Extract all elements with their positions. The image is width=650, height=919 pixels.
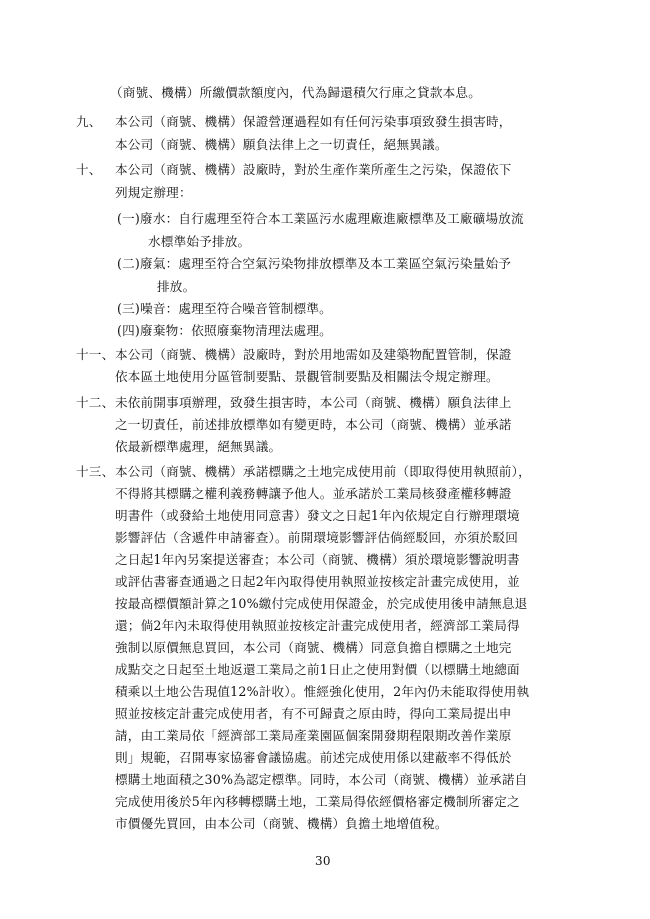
clause-13-line-6: 或評估書審查通過之日起2年內取得使用執照並按核定計畫完成使用，並	[115, 574, 520, 589]
clause-10-item-1-line-1: (一)廢水：自行處理至符合本工業區污水處理廠進廠標準及工廠礦場放流	[117, 211, 524, 226]
clause-13-line-2: 不得將其標購之權利義務轉讓予他人。並承諾於工業局核發產權移轉證	[115, 486, 512, 501]
clause-9-line-2: 本公司（商號、機構）願負法律上之一切責任，絕無異議。	[115, 137, 448, 152]
clause-13-line-10: 成點交之日起至土地返還工業局之前1日止之使用對價（以標購土地總面	[115, 662, 520, 677]
clause-10-item-3: (三)噪音：處理至符合噪音管制標準。	[117, 301, 332, 316]
clause-10-item-4: (四)廢棄物：依照廢棄物清理法處理。	[117, 323, 332, 338]
clause-13-line-5: 之日起1年內另案提送審查；本公司（商號、機構）須於環境影響說明書	[115, 552, 520, 567]
clause-12-line-3: 依最新標準處理，絕無異議。	[115, 439, 282, 454]
clause-12-line-2: 之一切責任，前述排放標準如有變更時，本公司（商號、機構）並承諾	[115, 417, 512, 432]
clause-13-line-4: 影響評估（含遞件申請審查）。前開環境影響評估倘經駁回，亦須於駁回	[115, 530, 519, 545]
clause-10-number: 十、	[76, 162, 102, 177]
clause-13-line-15: 標購土地面積之30%為認定標準。同時，本公司（商號、機構）並承諾自	[115, 772, 528, 787]
clause-13-line-16: 完成使用後於5年內移轉標購土地，工業局得依經價格審定機制所審定之	[115, 794, 520, 809]
clause-11-line-1: 本公司（商號、機構）設廠時，對於用地需如及建築物配置管制，保證	[115, 347, 512, 362]
clause-11-line-2: 依本區土地使用分區管制要點、景觀管制要點及相關法令規定辦理。	[115, 369, 499, 384]
clause-13-line-12: 照並按核定計畫完成使用者，有不可歸責之原由時，得向工業局提出申	[115, 706, 512, 721]
clause-13-number: 十三、	[76, 464, 115, 479]
clause-10-item-2-line-2: 排放。	[157, 279, 196, 294]
clause-12-line-1: 未依前開事項辦理，致發生損害時，本公司（商號、機構）願負法律上	[115, 395, 512, 410]
clause-10-line-1: 本公司（商號、機構）設廠時，對於生產作業所產生之污染，保證依下	[115, 162, 512, 177]
clause-10-item-1-line-2: 水標準始予排放。	[148, 234, 251, 249]
clause-13-line-7: 按最高標價額計算之10%繳付完成使用保證金，於完成使用後申請無息退	[115, 596, 528, 611]
clause-12-number: 十二、	[76, 395, 115, 410]
clause-13-line-14: 則」規範，召開專家協審會議協處。前述完成使用係以建蔽率不得低於	[115, 750, 512, 765]
clause-13-line-17: 市價優先買回，由本公司（商號、機構）負擔土地增值稅。	[115, 816, 448, 831]
clause-10-item-2-line-1: (二)廢氣：處理至符合空氣污染物排放標準及本工業區空氣污染量始予	[117, 256, 512, 271]
clause-13-line-9: 強制以原價無息買回，本公司（商號、機構）同意負擔自標購之土地完	[115, 640, 512, 655]
page-number: 30	[315, 854, 331, 868]
clause-9-number: 九、	[76, 114, 102, 129]
clause-13-line-11: 積乘以土地公告現值12%計收）。惟經強化使用，2年內仍未能取得使用執	[115, 684, 530, 699]
clause-13-line-8: 還；倘2年內未取得使用執照並按核定計畫完成使用者，經濟部工業局得	[115, 618, 520, 633]
clause-9-line-1: 本公司（商號、機構）保證營運過程如有任何污染事項致發生損害時，	[115, 114, 512, 129]
clause-10-line-2: 列規定辦理：	[115, 185, 192, 200]
clause-13-line-1: 本公司（商號、機構）承諾標購之土地完成使用前（即取得使用執照前），	[115, 464, 531, 479]
clause-11-number: 十一、	[76, 347, 115, 362]
clause-13-line-13: 請，由工業局依「經濟部工業局產業園區個案開發期程限期改善作業原	[115, 728, 512, 743]
preamble-line: （商號、機構）所繳價款額度內，代為歸還積欠行庫之貸款本息。	[110, 85, 482, 100]
clause-13-line-3: 明書件（或發給土地使用同意書）發文之日起1年內依規定自行辦理環境	[115, 508, 520, 523]
